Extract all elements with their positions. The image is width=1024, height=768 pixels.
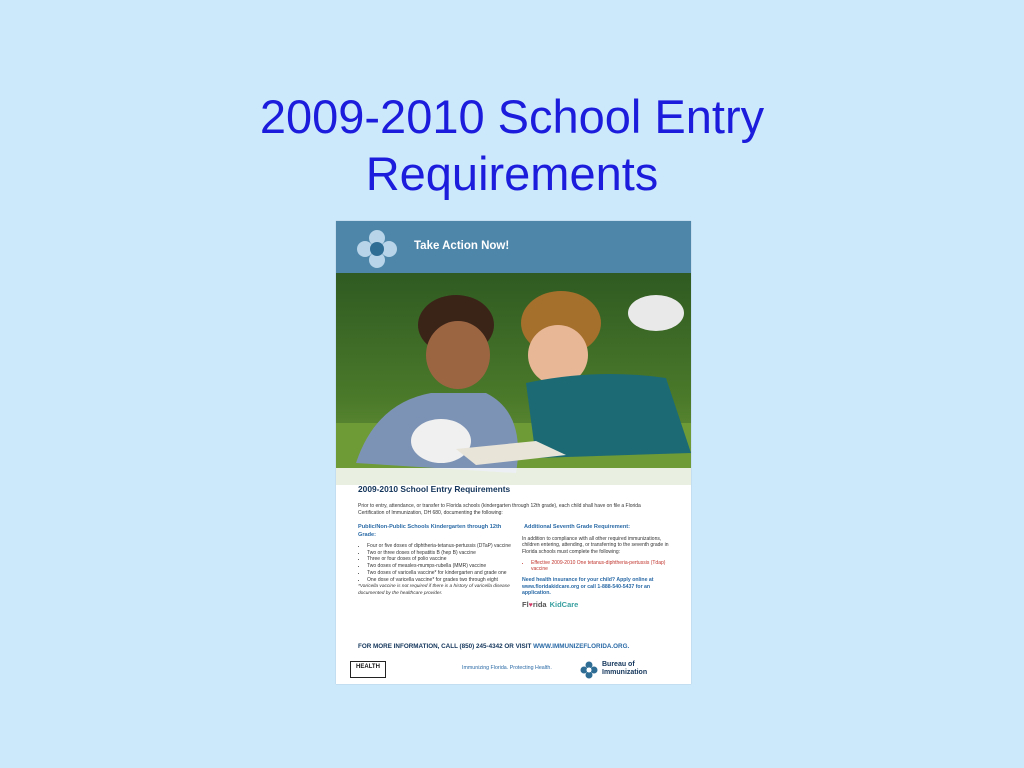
right-text: In addition to compliance with all other required immunizations, children entering, attending, or transferring to the seventh grade in Florida schools must complete the following:	[522, 535, 669, 555]
slide-title	[0, 88, 1024, 202]
left-heading: Public/Non-Public Schools Kindergarten through 12th Grade:	[358, 524, 502, 538]
list-item: • Four or five doses of diphtheria-tetanus-pertussis (DTaP) vaccine	[367, 543, 516, 550]
flyer-intro: Prior to entry, attendance, or transfer to Florida schools (kindergarten through 12th grade), each child shall have on file a Florida Certification of Immunization, DH 680, documenting the following:	[358, 503, 641, 516]
health-logo	[350, 661, 386, 678]
list-item: • One dose of varicella vaccine* for grades two through eight	[367, 577, 516, 584]
children-photo	[336, 273, 691, 485]
bureau-line2: Immunization	[602, 669, 648, 676]
heart-icon: ♥	[528, 602, 533, 610]
flyer-image	[336, 221, 691, 684]
bureau-text	[602, 661, 647, 677]
right-column	[522, 524, 672, 609]
bureau-line1: Bureau of	[602, 661, 635, 668]
kidcare-florida-text: Fl	[522, 600, 529, 610]
bureau-logo-icon	[580, 661, 598, 679]
health-logo-text: HEALTH	[356, 664, 380, 670]
kidcare-rida-text: rida	[532, 600, 547, 610]
left-requirements-list	[358, 543, 516, 583]
more-info-text: FOR MORE INFORMATION, CALL (850) 245-4342 OR VISIT	[358, 643, 532, 650]
varicella-note: *Varicella vaccine is not required if there is a history of varicella disease documented by the healthcare provider.	[358, 584, 510, 596]
florida-kidcare-logo	[522, 600, 672, 609]
list-item: • Two doses of varicella vaccine* for kindergarten and grade one	[367, 570, 516, 577]
list-item: • Two doses of measles-mumps-rubella (MMR) vaccine	[367, 563, 516, 570]
slide-title-line1: 2009-2010 School Entry	[259, 90, 765, 143]
flyer-header-title: Take Action Now!	[414, 240, 510, 252]
flyer-body	[336, 483, 691, 684]
list-item: • Two or three doses of hepatitis B (hep B) vaccine	[367, 550, 516, 557]
list-item: • Effective 2009-2010 One tetanus-diphtheria-pertussis (Tdap) vaccine	[531, 560, 672, 573]
immunization-logo-icon	[352, 226, 402, 272]
insurance-text: Need health insurance for your child? Apply online at www.floridakidcare.org or call 1-888-540-5437 for an application.	[522, 576, 654, 597]
kidcare-kidcare-text: KidCare	[549, 600, 579, 610]
flyer-body-title: 2009-2010 School Entry Requirements	[358, 484, 511, 494]
more-info-line	[358, 643, 629, 650]
more-info-url: WWW.IMMUNIZEFLORIDA.ORG.	[533, 643, 630, 650]
right-requirements-list	[522, 560, 672, 573]
right-heading: Additional Seventh Grade Requirement:	[524, 524, 630, 530]
tagline: Immunizing Florida. Protecting Health.	[462, 665, 552, 671]
slide-title-line2: Requirements	[365, 147, 659, 200]
list-item: • Three or four doses of polio vaccine	[367, 556, 516, 563]
left-column	[358, 524, 516, 597]
flyer-header	[336, 221, 691, 273]
